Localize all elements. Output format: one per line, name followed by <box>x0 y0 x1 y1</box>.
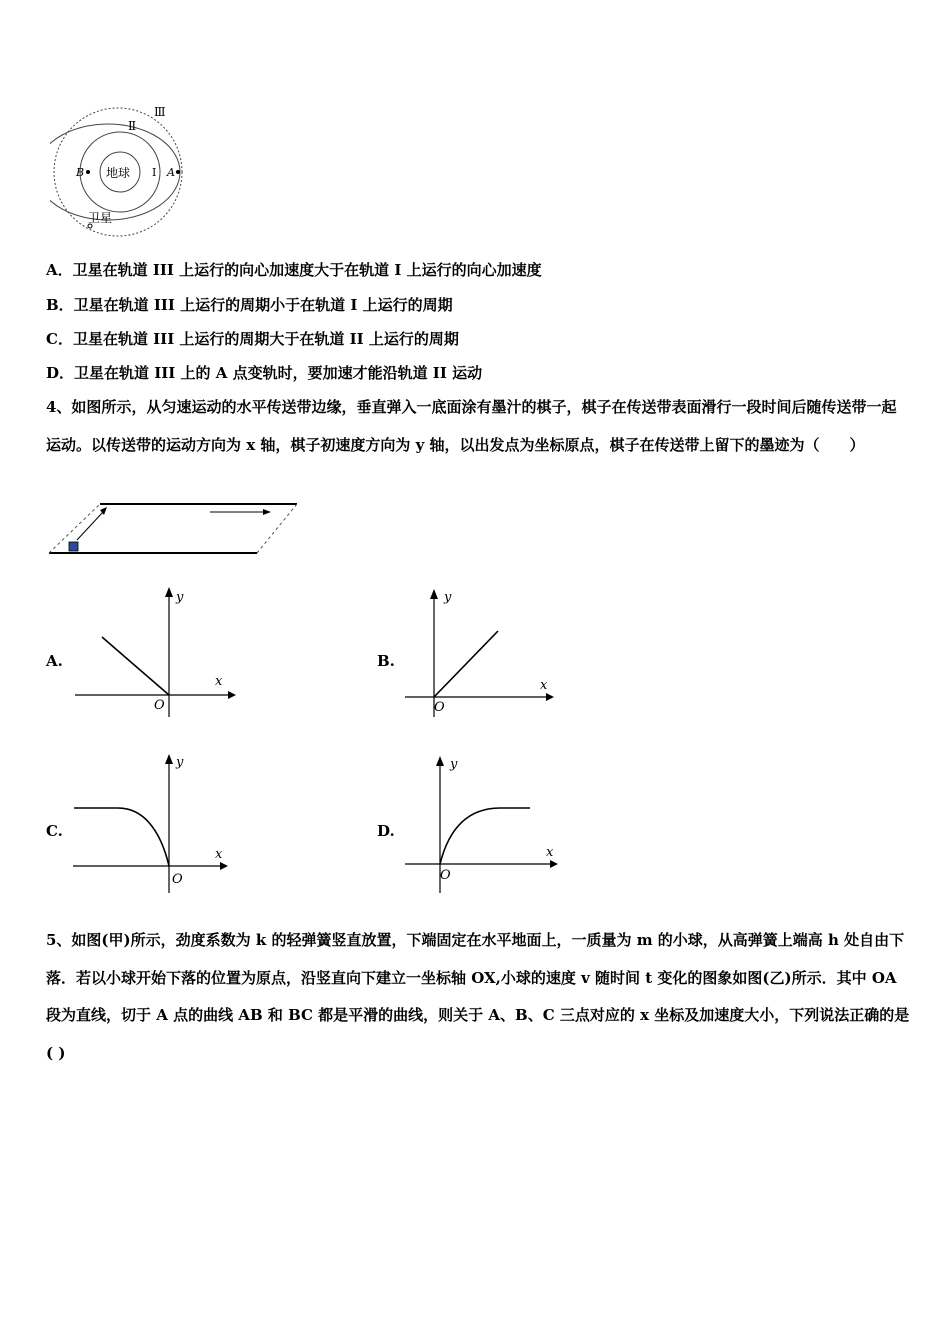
point-a-dot <box>176 170 180 174</box>
graph-a-origin: O <box>154 698 165 713</box>
graph-c[interactable] <box>70 748 240 893</box>
q3-option-b[interactable]: B．卫星在轨道 III 上运行的周期小于在轨道 I 上运行的周期 <box>46 296 453 314</box>
graph-b-x-label: x <box>540 678 548 693</box>
satellite-label: 卫星 <box>88 211 113 225</box>
orbit-3-label: Ⅲ <box>154 105 166 119</box>
graph-d-trace <box>440 808 530 864</box>
orbit-1-label: Ⅰ <box>152 166 157 179</box>
graph-a-x-arrow <box>228 691 236 699</box>
q4-option-b-label[interactable]: B. <box>377 652 395 670</box>
q4-option-d-label[interactable]: D. <box>377 822 395 840</box>
graph-b-y-label: y <box>444 590 452 605</box>
graph-a-x-label: x <box>215 674 223 689</box>
graph-b-x-arrow <box>546 693 554 701</box>
point-a-label: A <box>167 166 175 179</box>
q3-option-a[interactable]: A．卫星在轨道 III 上运行的向心加速度大于在轨道 I 上运行的向心加速度 <box>46 261 542 279</box>
graph-b-origin: O <box>434 700 445 715</box>
graph-b-y-arrow <box>430 589 438 599</box>
graph-a[interactable] <box>70 585 240 720</box>
orbit-figure <box>50 100 200 240</box>
graph-c-x-label: x <box>215 847 223 862</box>
piece-velocity-arrow <box>77 512 103 540</box>
graph-c-y-label: y <box>176 755 184 770</box>
earth-label: 地球 <box>106 166 131 180</box>
graph-c-x-arrow <box>220 862 228 870</box>
chess-piece <box>69 542 78 551</box>
q5-stem: 5、如图(甲)所示，劲度系数为 k 的轻弹簧竖直放置，下端固定在水平地面上，一质量为 m 的小球，从高弹簧上端高 h 处自由下落．若以小球开始下落的位置为原点，沿竖直向下建立一坐标轴 OX,小球的速度 v 随时间 t 变化的图象如图(乙)所示．其中 OA 段为直线，切于 A 点的曲线 AB 和 BC 都是平滑的曲线，则关于 A、B、C 三点对应的 x 坐标及加速度大小，下列说法正确的是( ) <box>46 931 910 1062</box>
graph-d-y-arrow <box>436 756 444 766</box>
graph-d-x-label: x <box>546 845 554 860</box>
point-b-label: B <box>76 166 85 179</box>
graph-b-trace <box>434 631 498 697</box>
graph-c-origin: O <box>172 872 183 887</box>
q4-option-a-label[interactable]: A. <box>46 652 63 670</box>
graph-d-origin: O <box>440 868 451 883</box>
graph-a-y-label: y <box>176 590 184 605</box>
graph-a-trace <box>102 637 169 695</box>
graph-c-y-arrow <box>165 754 173 764</box>
graph-a-y-arrow <box>165 587 173 597</box>
graph-d[interactable] <box>400 748 565 893</box>
belt-motion-arrowhead <box>263 509 271 515</box>
q3-option-c[interactable]: C．卫星在轨道 III 上运行的周期大于在轨道 II 上运行的周期 <box>46 330 459 348</box>
graph-b[interactable] <box>400 585 560 720</box>
conveyor-figure <box>45 498 305 560</box>
graph-d-x-arrow <box>550 860 558 868</box>
q3-option-d[interactable]: D．卫星在轨道 III 上的 A 点变轨时，要加速才能沿轨道 II 运动 <box>46 364 483 382</box>
orbit-2-label: Ⅱ <box>128 119 137 133</box>
graph-c-trace <box>74 808 169 866</box>
graph-d-y-label: y <box>450 757 458 772</box>
point-b-dot <box>86 170 90 174</box>
q4-option-c-label[interactable]: C. <box>46 822 63 840</box>
q4-stem: 4、如图所示，从匀速运动的水平传送带边缘，垂直弹入一底面涂有墨汁的棋子，棋子在传送带表面滑行一段时间后随传送带一起运动。以传送带的运动方向为 x 轴，棋子初速度方向为 y 轴，以出发点为坐标原点，棋子在传送带上留下的墨迹为（ ） <box>46 398 897 454</box>
